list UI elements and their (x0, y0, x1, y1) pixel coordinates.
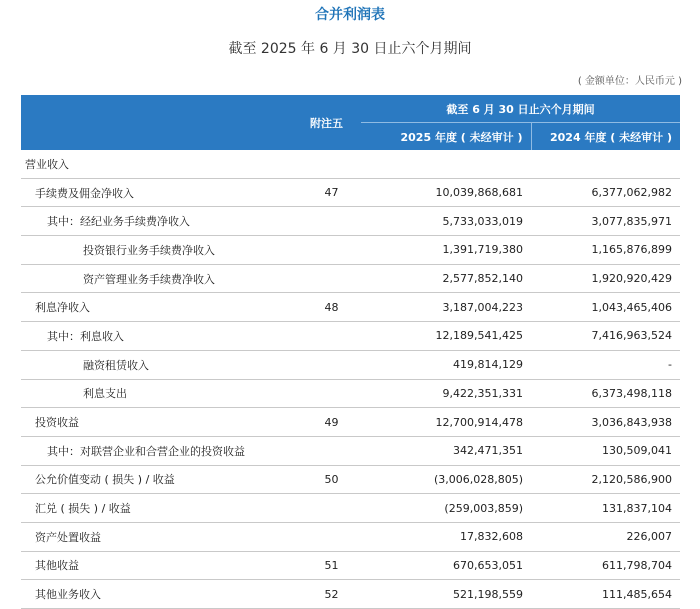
row-value-2024: 2,120,586,900 (531, 465, 680, 494)
row-value-2025 (361, 150, 531, 178)
row-note (302, 350, 361, 379)
table-row (21, 207, 680, 236)
row-value-2025: 670,653,051 (361, 551, 531, 580)
table-row (21, 150, 680, 178)
row-note: 52 (302, 580, 361, 609)
row-note (302, 494, 361, 523)
row-value-2024: 6,373,498,118 (531, 379, 680, 408)
table-header (21, 95, 680, 150)
row-value-2025: 342,471,351 (361, 436, 531, 465)
row-value-2024: 7,416,963,524 (531, 322, 680, 351)
table-row (21, 264, 680, 293)
row-item-label: 利息净收入 (21, 293, 302, 322)
table-row (21, 350, 680, 379)
row-value-2024: - (531, 350, 680, 379)
row-item-label: 营业收入 (21, 150, 302, 178)
row-note: 47 (302, 178, 361, 207)
table-row (21, 551, 680, 580)
table-row (21, 236, 680, 265)
row-note (302, 379, 361, 408)
row-value-2025: 2,577,852,140 (361, 264, 531, 293)
row-item-label: 资产处置收益 (21, 522, 302, 551)
row-value-2024: 3,077,835,971 (531, 207, 680, 236)
statement-title: 合并利润表 (315, 7, 385, 23)
row-item-label: 其他业务收入 (21, 580, 302, 609)
row-value-2025: 419,814,129 (361, 350, 531, 379)
row-value-2025: 9,422,351,331 (361, 379, 531, 408)
row-item-label: 其中：经纪业务手续费净收入 (21, 207, 302, 236)
row-note (302, 436, 361, 465)
row-note (302, 150, 361, 178)
row-value-2025: 17,832,608 (361, 522, 531, 551)
table-body (21, 150, 680, 609)
year-2024-header: 2024 年度 ( 未经审计 ) (531, 123, 680, 151)
note-header-label: 附注五 (310, 116, 343, 130)
row-item-label: 其中：对联营企业和合营企业的投资收益 (21, 436, 302, 465)
row-note (302, 264, 361, 293)
table-row (21, 408, 680, 437)
row-value-2025: 12,700,914,478 (361, 408, 531, 437)
income-statement-table (21, 95, 680, 609)
table-row (21, 465, 680, 494)
currency-unit-note: ( 金额单位：人民币元 ) (577, 76, 682, 87)
statement-period: 截至 2025 年 6 月 30 日止六个月期间 (228, 41, 472, 57)
row-value-2024: 111,485,654 (531, 580, 680, 609)
row-value-2025: 5,733,033,019 (361, 207, 531, 236)
row-value-2024: 1,920,920,429 (531, 264, 680, 293)
row-item-label: 投资收益 (21, 408, 302, 437)
row-item-label: 公允价值变动 ( 损失 ) / 收益 (21, 465, 302, 494)
row-value-2025: (259,003,859) (361, 494, 531, 523)
row-value-2024: 1,043,465,406 (531, 293, 680, 322)
row-value-2024: 3,036,843,938 (531, 408, 680, 437)
note-column-header (21, 95, 361, 150)
row-value-2024: 1,165,876,899 (531, 236, 680, 265)
row-note (302, 522, 361, 551)
row-note (302, 236, 361, 265)
row-note: 48 (302, 293, 361, 322)
row-note (302, 322, 361, 351)
row-item-label: 资产管理业务手续费净收入 (21, 264, 302, 293)
row-note: 49 (302, 408, 361, 437)
row-value-2024: 6,377,062,982 (531, 178, 680, 207)
row-item-label: 投资银行业务手续费净收入 (21, 236, 302, 265)
table-row (21, 494, 680, 523)
row-value-2024: 131,837,104 (531, 494, 680, 523)
table-row (21, 293, 680, 322)
row-value-2025: 12,189,541,425 (361, 322, 531, 351)
row-value-2025: (3,006,028,805) (361, 465, 531, 494)
row-item-label: 其他收益 (21, 551, 302, 580)
table-row (21, 322, 680, 351)
table-row (21, 522, 680, 551)
row-item-label: 手续费及佣金净收入 (21, 178, 302, 207)
row-item-label: 利息支出 (21, 379, 302, 408)
period-group-header: 截至 6 月 30 日止六个月期间 (361, 95, 680, 123)
row-value-2024: 130,509,041 (531, 436, 680, 465)
row-item-label: 其中：利息收入 (21, 322, 302, 351)
row-value-2024: 226,007 (531, 522, 680, 551)
year-2025-header: 2025 年度 ( 未经审计 ) (361, 123, 531, 151)
table-row (21, 178, 680, 207)
row-value-2025: 521,198,559 (361, 580, 531, 609)
table-row (21, 580, 680, 609)
row-note: 51 (302, 551, 361, 580)
row-note (302, 207, 361, 236)
row-value-2024: 611,798,704 (531, 551, 680, 580)
row-value-2024 (531, 150, 680, 178)
row-value-2025: 1,391,719,380 (361, 236, 531, 265)
row-item-label: 融资租赁收入 (21, 350, 302, 379)
row-item-label: 汇兑 ( 损失 ) / 收益 (21, 494, 302, 523)
row-value-2025: 10,039,868,681 (361, 178, 531, 207)
row-note: 50 (302, 465, 361, 494)
table-row (21, 379, 680, 408)
row-value-2025: 3,187,004,223 (361, 293, 531, 322)
table-row (21, 436, 680, 465)
